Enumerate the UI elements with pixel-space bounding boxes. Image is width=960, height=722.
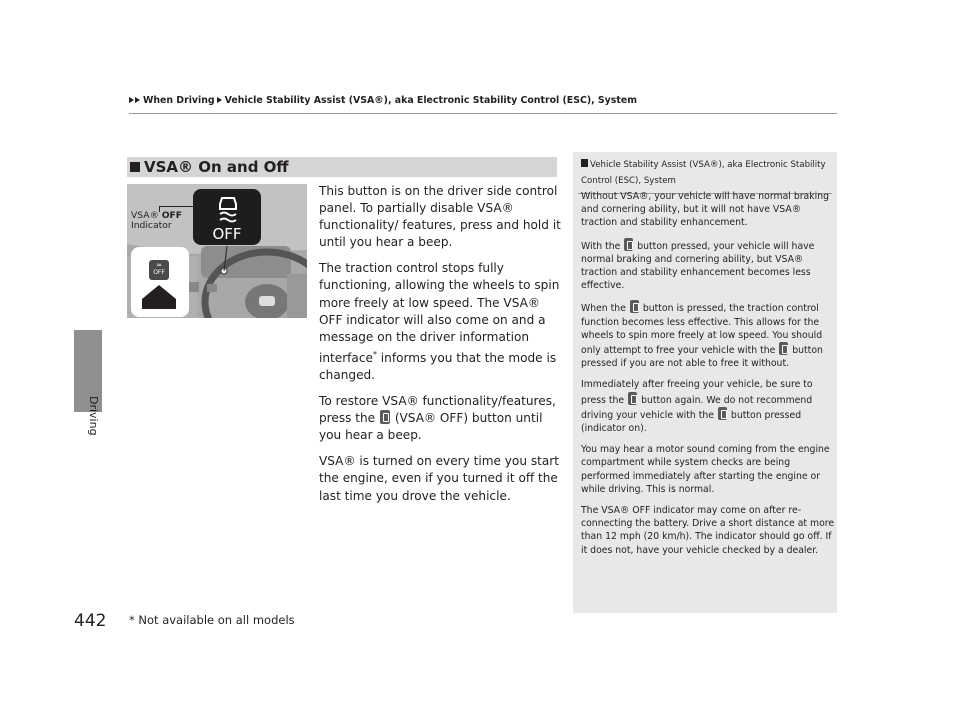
notes-title: Vehicle Stability Assist (VSA®), aka Electronic Stability Control (ESC), System — [581, 160, 826, 186]
note-paragraph-3 — [581, 300, 835, 370]
vsa-indicator-icon — [215, 193, 241, 223]
breadcrumb-level-2[interactable]: Vehicle Stability Assist (VSA®), aka Electronic Stability Control (ESC), System — [224, 95, 637, 106]
note-marker-icon — [581, 159, 588, 167]
vsa-button-icon — [718, 407, 727, 420]
callout-label-indicator: Indicator — [131, 220, 172, 231]
note-paragraph-4-a: Immediately after freeing your vehicle, be sure to press the — [581, 379, 813, 406]
note-paragraph-1: Without VSA®, your vehicle will have normal braking and cornering ability, but it will not have VSA® traction and stability enhancement. — [581, 191, 830, 229]
vsa-off-button[interactable] — [149, 260, 169, 280]
callout-label-vsa: VSA® — [131, 210, 159, 221]
vsa-button-icon — [628, 392, 637, 405]
section-heading: VSA® On and Off — [144, 158, 289, 176]
body-text — [319, 183, 561, 514]
body-paragraph-4: VSA® is turned on every time you start the engine, even if you turned it off the last time you drove the vehicle. — [319, 454, 560, 503]
notes-text — [581, 190, 835, 565]
dashboard-illustration — [127, 184, 307, 318]
page-number: 442 — [74, 611, 107, 631]
indicator-off-text: OFF — [212, 225, 242, 243]
chapter-side-label-wrap — [86, 396, 106, 436]
vsa-button-icon — [624, 238, 633, 251]
vsa-button-icon — [380, 410, 390, 424]
note-paragraph-6: The VSA® OFF indicator may come on after re-connecting the battery. Drive a short distance at more than 12 mph (20 km/h). The indicator should go off. If it does not, have your vehicle checked by a dealer. — [581, 505, 835, 556]
body-paragraph-2 — [319, 260, 561, 384]
footnote: * Not available on all models — [129, 613, 295, 627]
car-skid-icon: ≈ — [156, 261, 162, 269]
notes-panel — [573, 152, 837, 613]
note-paragraph-3-a: When the — [581, 303, 629, 315]
body-paragraph-1: This button is on the driver side control panel. To partially disable VSA® functionality/ features, press and hold it until you hear a beep. — [319, 184, 561, 250]
header-rule — [129, 113, 837, 114]
vsa-button-icon — [779, 342, 788, 355]
chapter-side-label: Driving — [87, 396, 100, 436]
body-paragraph-3-a: To restore VSA® functionality/features, press the — [319, 394, 556, 426]
body-paragraph-2-b: informs you that the mode is changed. — [319, 350, 557, 382]
indicator-callout — [193, 189, 261, 245]
callout-label-off: OFF — [161, 210, 183, 221]
note-paragraph-2 — [581, 238, 835, 293]
triangle-right-icon — [135, 97, 140, 103]
note-paragraph-3-c: button pressed if you are not able to free it without. — [581, 345, 823, 370]
triangle-right-icon — [129, 97, 134, 103]
vsa-button-icon — [630, 300, 639, 313]
button-inset — [131, 247, 189, 317]
breadcrumb-level-1[interactable]: When Driving — [143, 95, 215, 106]
note-paragraph-2-b: button pressed, your vehicle will have normal braking and cornering ability, but VSA® traction and stability enhancement becomes less effective. — [581, 240, 815, 292]
note-paragraph-2-a: With the — [581, 240, 624, 252]
note-paragraph-4-b: button again. We do not recommend driving your vehicle with the — [581, 394, 813, 421]
arrow-stem — [142, 299, 176, 309]
arrow-up-icon — [142, 285, 176, 299]
callout-label — [131, 211, 187, 231]
note-paragraph-5: You may hear a motor sound coming from the engine compartment while system checks are being performed immediately after starting the engine or while driving. This is normal. — [581, 444, 830, 495]
section-heading-band — [127, 157, 557, 177]
note-paragraph-3-b: button is pressed, the traction control function becomes less effective. This allows for the wheels to spin more freely at low speed. You should only attempt to free your vehicle with the — [581, 303, 823, 357]
callout-leader-line — [159, 206, 193, 207]
section-marker-icon — [130, 162, 140, 172]
triangle-right-icon — [217, 97, 222, 103]
vsa-off-button-text: OFF — [153, 269, 165, 276]
callout-leader-tick — [159, 206, 160, 212]
note-paragraph-4-c: button pressed (indicator on). — [581, 409, 802, 435]
footnote-marker[interactable]: * — [372, 349, 377, 359]
breadcrumb — [129, 95, 637, 106]
body-paragraph-3 — [319, 393, 561, 444]
notes-title-row — [581, 157, 835, 189]
body-paragraph-2-a: The traction control stops fully functioning, allowing the wheels to spin more freely at low speed. The VSA® OFF indicator will also come on and a message on the driver information interface — [319, 261, 560, 365]
note-paragraph-4 — [581, 378, 835, 435]
body-paragraph-3-b: (VSA® OFF) button until you hear a beep. — [319, 411, 543, 443]
